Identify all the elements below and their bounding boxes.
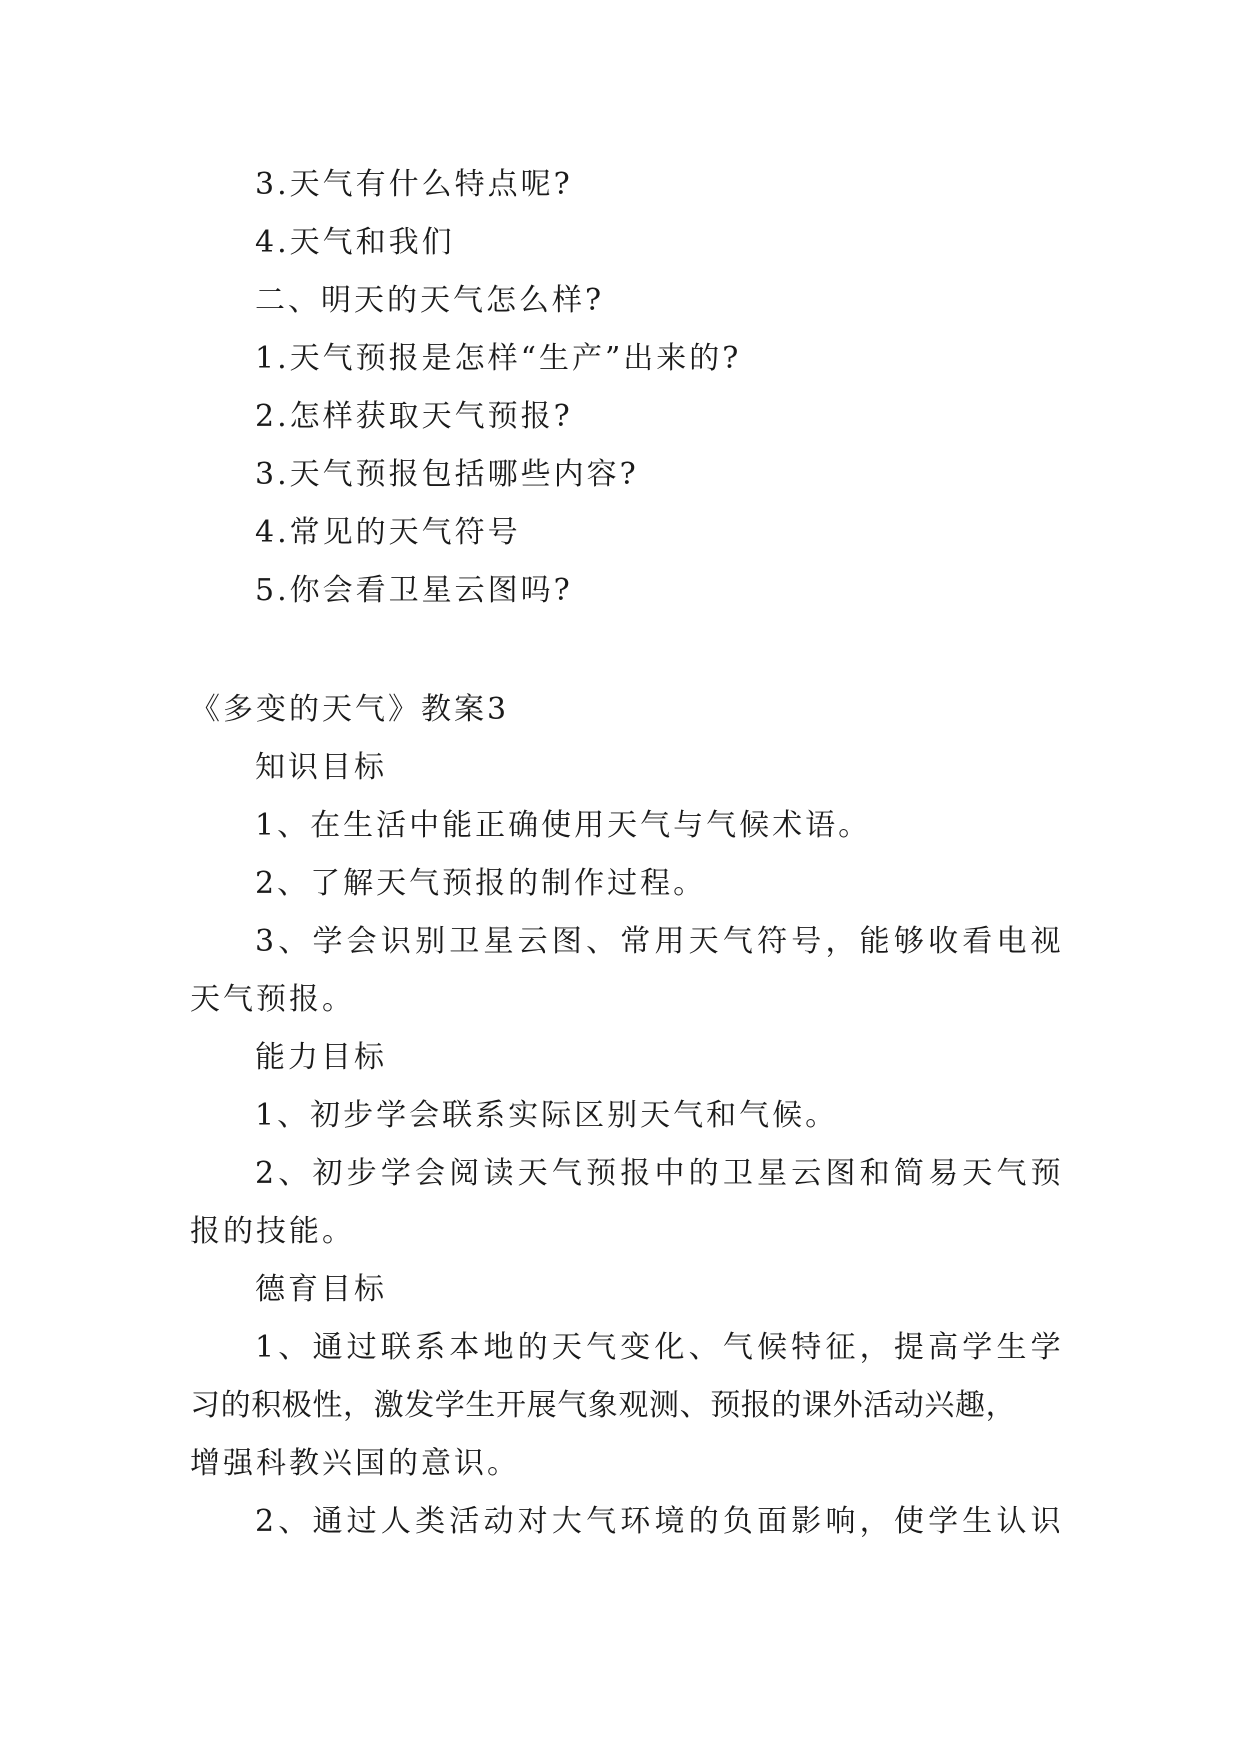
paragraph-line: 1、在生活中能正确使用天气与气候术语。	[255, 808, 872, 843]
list-item: 4.天气和我们	[255, 225, 455, 260]
section-heading: 二、明天的天气怎么样?	[255, 283, 605, 318]
list-item: 1.天气预报是怎样“生产”出来的?	[255, 341, 742, 376]
paragraph-line: 增强科教兴国的意识。	[190, 1446, 520, 1481]
ability-goals-heading: 能力目标	[255, 1040, 387, 1075]
paragraph-line: 3、学会识别卫星云图、常用天气符号，能够收看电视	[255, 924, 1065, 959]
paragraph-line: 习的积极性，激发学生开展气象观测、预报的课外活动兴趣，	[190, 1388, 1017, 1423]
paragraph-line: 2、通过人类活动对大气环境的负面影响，使学生认识	[255, 1504, 1065, 1539]
list-item: 3.天气预报包括哪些内容?	[255, 457, 639, 492]
paragraph-line: 2、了解天气预报的制作过程。	[255, 866, 707, 901]
moral-goals-heading: 德育目标	[255, 1272, 387, 1307]
list-item: 2.怎样获取天气预报?	[255, 399, 573, 434]
knowledge-goals-heading: 知识目标	[255, 750, 387, 785]
paragraph-line: 报的技能。	[190, 1214, 355, 1249]
list-item: 4.常见的天气符号	[255, 515, 521, 550]
paragraph-line: 1、通过联系本地的天气变化、气候特征，提高学生学	[255, 1330, 1065, 1365]
paragraph-line: 天气预报。	[190, 982, 355, 1017]
document-title: 《多变的天气》教案3	[190, 692, 510, 727]
paragraph-line: 1、初步学会联系实际区别天气和气候。	[255, 1098, 839, 1133]
list-item: 5.你会看卫星云图吗?	[255, 573, 573, 608]
paragraph-line: 2、初步学会阅读天气预报中的卫星云图和简易天气预	[255, 1156, 1065, 1191]
list-item: 3.天气有什么特点呢?	[255, 167, 573, 202]
